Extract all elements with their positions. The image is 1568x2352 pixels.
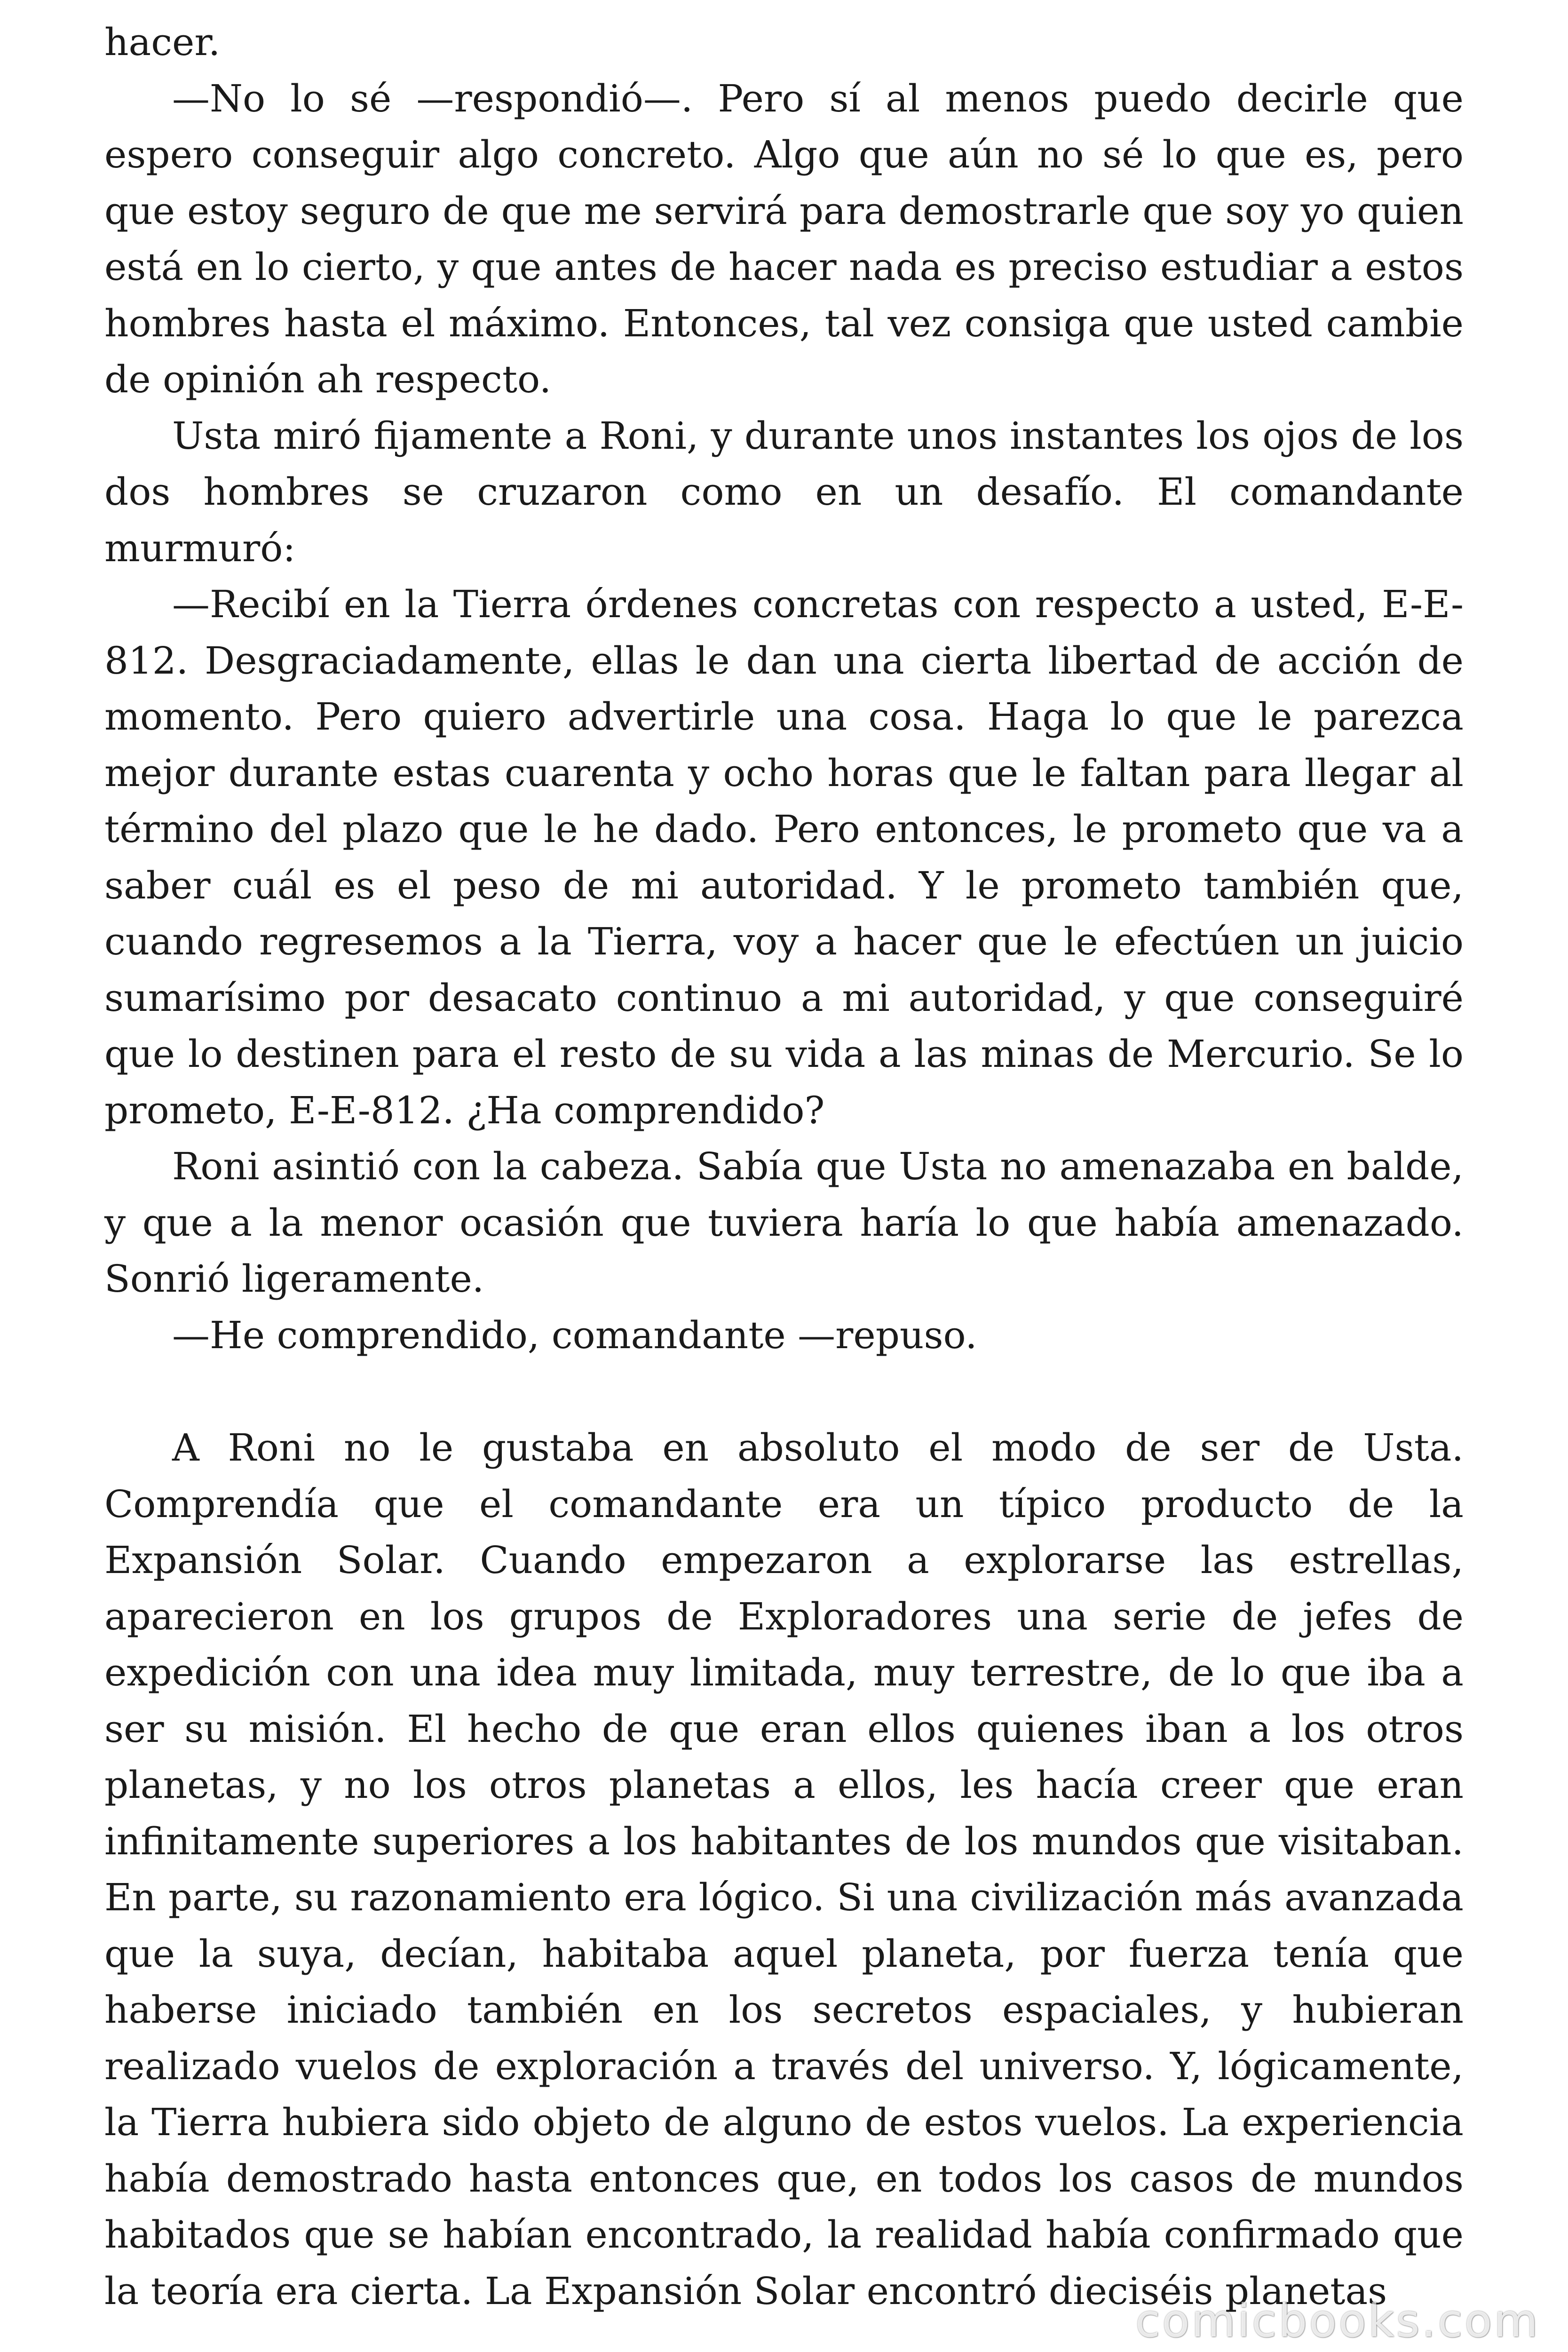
- paragraph-dialogue-roni: —He comprendido, comandante —repuso.: [172, 1313, 977, 1357]
- section-break: [104, 1363, 1464, 1420]
- paragraph-continuation: hacer.: [104, 20, 221, 64]
- paragraph-narration: A Roni no le gustaba en absoluto el modo de ser de Usta. Comprendía que el comandante era un típico producto de la Expansión Solar. Cuando empezaron a explorarse las estrellas, aparecieron en los grupos de Exploradores una serie de jefes de expedición con una idea muy limitada, muy terrestre, de lo que iba a ser su misión. El hecho de que eran ellos quienes iban a los otros planetas, y no los otros planetas a ellos, les hacía creer que eran infinitamente superiores a los habitantes de los mundos que visitaban. En parte, su razonamiento era lógico. Si una civilización más avanzada que la suya, decían, habitaba aquel planeta, por fuerza tenía que haberse iniciado también en los secretos espaciales, y hubieran realizado vuelos de exploración a través del universo. Y, lógicamente, la Tierra hubiera sido objeto de alguno de estos vuelos. La experiencia había demostrado hasta entonces que, en todos los casos de mundos habitados que se habían encontrado, la realidad había confirmado que la teoría era cierta. La Expansión Solar encontró dieciséis planetas: [104, 1426, 1464, 2313]
- paragraph-narration: Usta miró fijamente a Roni, y durante unos instantes los ojos de los dos hombres se cruzaron como en un desafío. El comandante murmuró:: [104, 413, 1464, 570]
- paragraph-dialogue-usta: —Recibí en la Tierra órdenes concretas con respecto a usted, E-E-812. Desgraciadamente, ellas le dan una cierta libertad de acción de momento. Pero quiero advertirle una cosa. Haga lo que le parezca mejor durante estas cuarenta y ocho horas que le faltan para llegar al término del plazo que le he dado. Pero entonces, le prometo que va a saber cuál es el peso de mi autoridad. Y le prometo también que, cuando regresemos a la Tierra, voy a hacer que le efectúen un juicio sumarísimo por desacato continuo a mi autoridad, y que conseguiré que lo destinen para el resto de su vida a las minas de Mercurio. Se lo prometo, E-E-812. ¿Ha comprendido?: [104, 582, 1464, 1132]
- book-page: [104, 14, 1464, 2319]
- watermark: comicbooks.com: [1135, 2295, 1540, 2347]
- paragraph-dialogue-roni: —No lo sé —respondió—. Pero sí al menos puedo decirle que espero conseguir algo concreto. Algo que aún no sé lo que es, pero que estoy seguro de que me servirá para demostrarle que soy yo quien está en lo cierto, y que antes de hacer nada es preciso estudiar a estos hombres hasta el máximo. Entonces, tal vez consiga que usted cambie de opinión ah respecto.: [104, 76, 1464, 401]
- paragraph-narration: Roni asintió con la cabeza. Sabía que Usta no amenazaba en balde, y que a la menor ocasión que tuviera haría lo que había amenazado. Sonrió ligeramente.: [104, 1144, 1464, 1301]
